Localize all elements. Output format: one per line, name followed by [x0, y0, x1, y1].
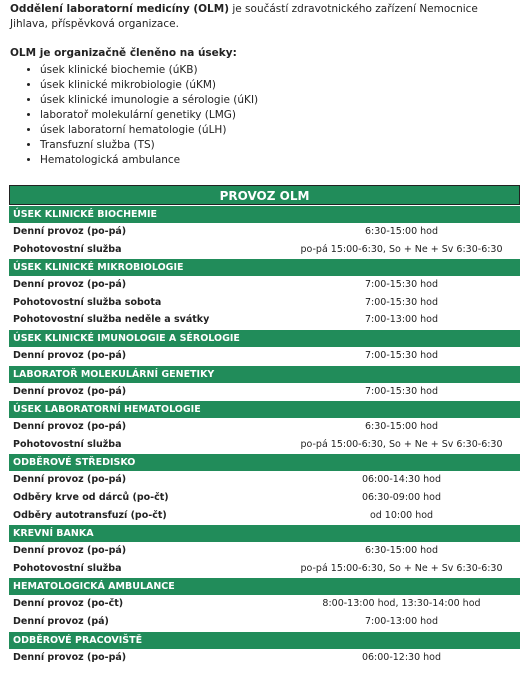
list-item: • Hematologická ambulance — [40, 153, 517, 168]
row-value: 7:00-13:00 hod — [364, 314, 439, 326]
row-label: Denní provoz (po-pá) — [13, 226, 127, 237]
row-label: Pohotovostní služba neděle a svátky — [13, 314, 210, 326]
table-row — [9, 311, 520, 329]
row-value: 7:00-15:30 hod — [364, 296, 439, 308]
table-row — [9, 383, 520, 401]
table-row — [9, 542, 520, 560]
row-label: Denní provoz (po-pá) — [13, 545, 127, 557]
sections-list — [10, 63, 517, 168]
row-label: Denní provoz (pá) — [13, 615, 109, 627]
intro — [0, 0, 529, 168]
table-row — [9, 347, 520, 365]
row-label: Denní provoz (po-čt) — [13, 598, 124, 610]
row-label: Denní provoz (po-pá) — [13, 349, 127, 361]
row-label: Odběry krve od dárců (po-čt) — [13, 491, 169, 503]
table-row — [9, 276, 520, 294]
table-row — [9, 471, 520, 489]
section-header: ODBĚROVÉ STŘEDISKO — [9, 454, 520, 471]
table-row — [9, 241, 520, 259]
section-header: KREVNÍ BANKA — [9, 525, 520, 542]
section-header: ÚSEK KLINICKÉ BIOCHEMIE — [9, 206, 520, 223]
row-value: 7:00-13:00 hod — [364, 615, 439, 627]
row-label: Pohotovostní služba — [13, 562, 122, 574]
row-label: Odběry autotransfuzí (po-čt) — [13, 509, 167, 521]
intro-text: je součástí zdravotnického zařízení Nemocnice Jihlava, příspěvková organizace. — [10, 3, 478, 30]
row-value: po-pá 15:00-6:30, So + Ne + Sv 6:30-6:30 — [300, 243, 503, 255]
section-header: ÚSEK LABORATORNÍ HEMATOLOGIE — [9, 401, 520, 418]
section-header: LABORATOŘ MOLEKULÁRNÍ GENETIKY — [9, 366, 520, 383]
table-row — [9, 560, 520, 578]
row-value: 6:30-15:00 hod — [364, 421, 439, 433]
row-value: 6:30-15:00 hod — [364, 226, 439, 237]
row-value: 7:00-15:30 hod — [364, 349, 439, 361]
row-label: Pohotovostní služba — [13, 243, 122, 255]
row-value: 7:00-15:30 hod — [364, 385, 439, 397]
table-row — [9, 595, 520, 613]
operations-table — [9, 185, 520, 666]
row-value: po-pá 15:00-6:30, So + Ne + Sv 6:30-6:30 — [300, 438, 503, 450]
list-item: • úsek klinické mikrobiologie (úKM) — [40, 78, 517, 93]
row-value: 06:00-14:30 hod — [361, 474, 442, 486]
row-value: od 10:00 hod — [369, 509, 434, 521]
table-title: PROVOZ OLM — [9, 185, 520, 205]
sections-heading: OLM je organizačně členěno na úseky: — [10, 47, 237, 59]
row-label: Denní provoz (po-pá) — [13, 385, 127, 397]
intro-paragraph — [10, 2, 517, 32]
table-row — [9, 436, 520, 454]
row-value: 06:30-09:00 hod — [361, 491, 442, 503]
section-header: ÚSEK KLINICKÉ IMUNOLOGIE A SÉROLOGIE — [9, 330, 520, 347]
list-item: • úsek laboratorní hematologie (úLH) — [40, 123, 517, 138]
intro-bold: Oddělení laboratorní medicíny (OLM) — [10, 3, 229, 15]
row-label: Pohotovostní služba — [13, 438, 122, 450]
table-row — [9, 489, 520, 507]
list-item: • úsek klinické biochemie (úKB) — [40, 63, 517, 78]
row-label: Denní provoz (po-pá) — [13, 279, 127, 291]
list-item: • Transfuzní služba (TS) — [40, 138, 517, 153]
row-value: 06:00-12:30 hod — [361, 651, 442, 663]
row-value: 6:30-15:00 hod — [364, 545, 439, 557]
table-row — [9, 223, 520, 241]
table-row — [9, 418, 520, 436]
row-label: Denní provoz (po-pá) — [13, 474, 127, 486]
section-header: ÚSEK KLINICKÉ MIKROBIOLOGIE — [9, 259, 520, 276]
table-row — [9, 294, 520, 312]
row-label: Denní provoz (po-pá) — [13, 421, 127, 433]
list-item: • úsek klinické imunologie a sérologie (úKI) — [40, 93, 517, 108]
table-sections — [9, 206, 520, 666]
section-header: HEMATOLOGICKÁ AMBULANCE — [9, 578, 520, 595]
row-value: 7:00-15:30 hod — [364, 279, 439, 291]
row-label: Denní provoz (po-pá) — [13, 651, 127, 663]
row-value: po-pá 15:00-6:30, So + Ne + Sv 6:30-6:30 — [300, 562, 503, 574]
section-header: ODBĚROVÉ PRACOVIŠTĚ — [9, 632, 520, 649]
list-item: • laboratoř molekulární genetiky (LMG) — [40, 108, 517, 123]
table-row — [9, 507, 520, 525]
row-value: 8:00-13:00 hod, 13:30-14:00 hod — [322, 598, 481, 610]
table-row — [9, 613, 520, 631]
row-label: Pohotovostní služba sobota — [13, 296, 162, 308]
table-row — [9, 649, 520, 667]
